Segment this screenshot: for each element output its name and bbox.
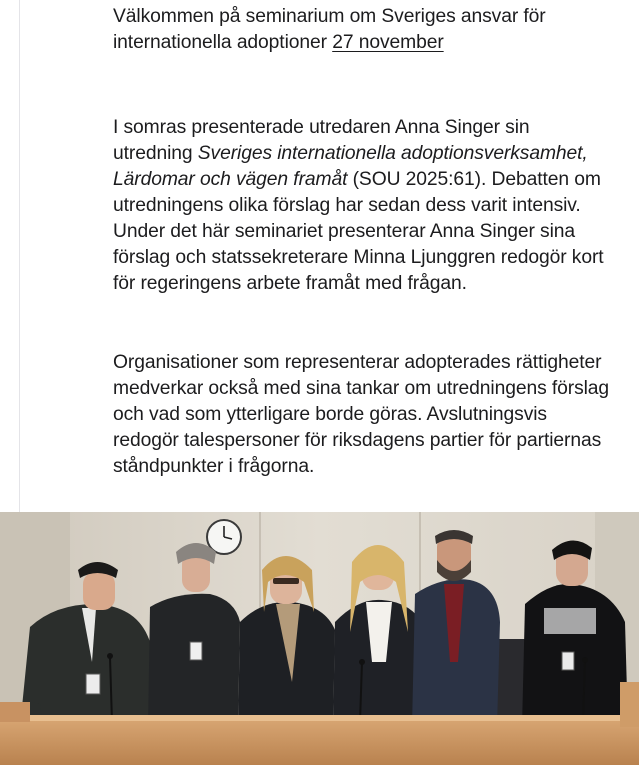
date-link[interactable]: 27 november xyxy=(332,32,444,53)
paragraph-1-body: (SOU 2025:61). Debatten om utredningens olika förslag har sedan dess varit intensiv. Under det här seminariet presenterar Anna Singer sina förslag och statssekreterare Minna Ljunggren redogör kort för regeringens arbete framåt med frågan. xyxy=(113,169,604,294)
intro-line-2-text: internationella adoptioner xyxy=(113,32,333,53)
page-left-border xyxy=(19,0,20,512)
intro-heading xyxy=(113,4,613,56)
intro-line-2 xyxy=(113,30,613,56)
intro-line-1: Välkommen på seminarium om Sveriges ansvar för xyxy=(113,6,546,27)
seminar-photo xyxy=(0,512,639,765)
report-title: Sveriges internationella adoptionsverksamhet, Lärdomar och vägen framåt xyxy=(113,143,588,190)
paragraph-1-intro: I somras presenterade utredaren Anna Singer sin utredning xyxy=(113,117,530,164)
paragraph-2: Organisationer som representerar adopterades rättigheter medverkar också med sina tankar om utredningens förslag och vad som ytterligare borde göras. Avslutningsvis redogör talespersoner för riksdagens partier för partiernas ståndpunkter i frågorna. xyxy=(113,352,610,477)
paragraph-1 xyxy=(113,115,613,297)
